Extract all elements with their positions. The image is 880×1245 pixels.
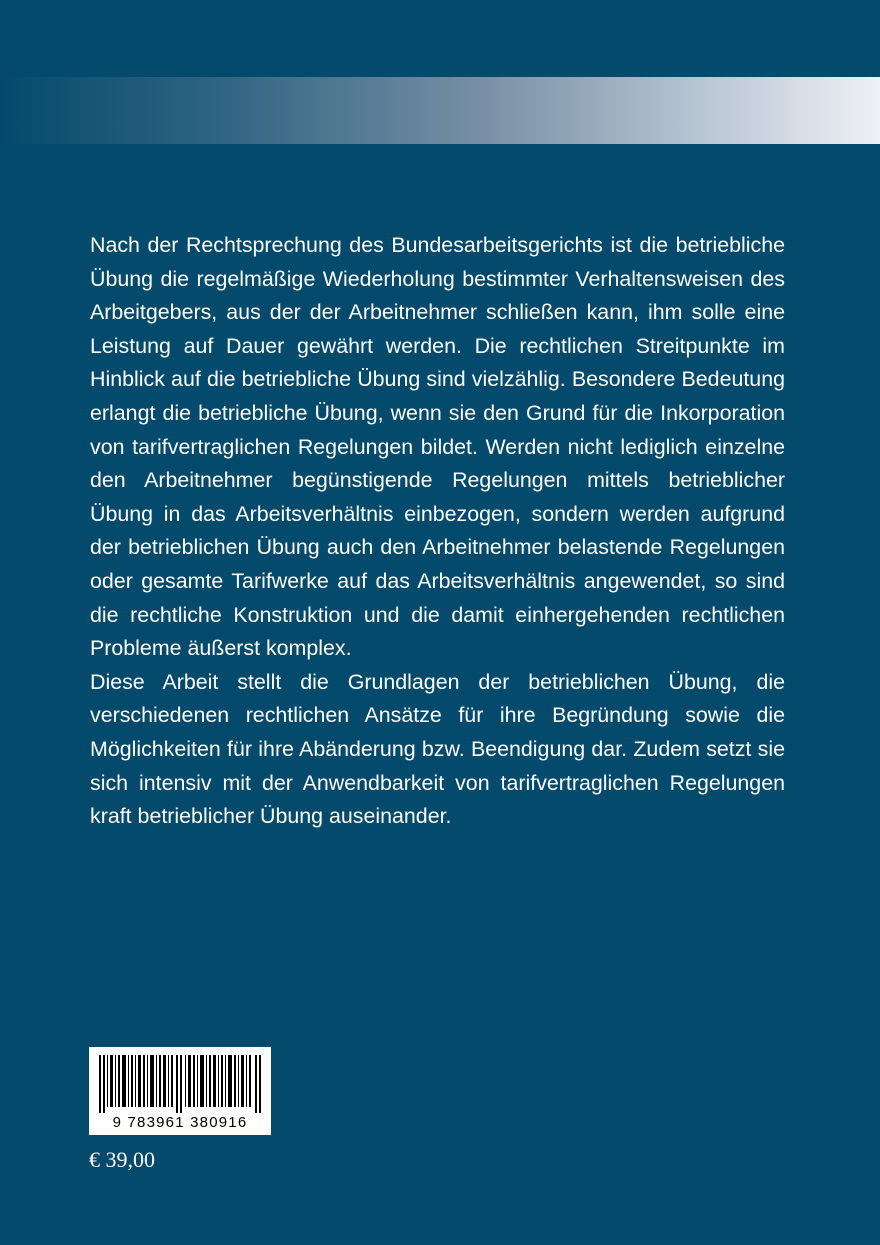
isbn-barcode [89,1047,271,1135]
price-label: € 39,00 [89,1147,155,1172]
barcode-bars-icon [99,1055,261,1113]
back-cover-blurb [90,229,785,834]
blurb-paragraph-1: Nach der Rechtsprechung des Bundesarbeitsgerichts ist die betriebliche Übung die regelmäßige Wiederholung bestimmter Verhaltensweisen des Arbeitgebers, aus der der Arbeitnehmer schließen kann, ihm solle eine Leistung auf Dauer gewährt werden. Die rechtlichen Streitpunkte im Hinblick auf die betriebliche Übung sind vielzählig. Besondere Bedeutung erlangt die betriebliche Übung, wenn sie den Grund für die Inkorporation von tarifvertraglichen Regelungen bildet. Werden nicht lediglich einzelne den Arbeitnehmer begünstigende Regelungen mittels betrieblicher Übung in das Arbeitsverhältnis einbezogen, sondern werden aufgrund der betrieblichen Übung auch den Arbeitnehmer belastende Regelungen oder gesamte Tarifwerke auf das Arbeitsverhältnis angewendet, so sind die rechtliche Konstruktion und die damit einhergehenden rechtlichen Probleme äußerst komplex. [90,233,785,661]
blurb-paragraph-2: Diese Arbeit stellt die Grundlagen der betrieblichen Übung, die verschiedenen rechtlichen Ansätze für ihre Begründung sowie die Möglichkeiten für ihre Abänderung bzw. Beendigung dar. Zudem setzt sie sich intensiv mit der Anwendbarkeit von tarifvertraglichen Regelungen kraft betrieblicher Übung auseinander. [90,669,785,829]
decorative-gradient-band [0,77,880,144]
isbn-digits: 9 783961 380916 [112,1114,248,1131]
